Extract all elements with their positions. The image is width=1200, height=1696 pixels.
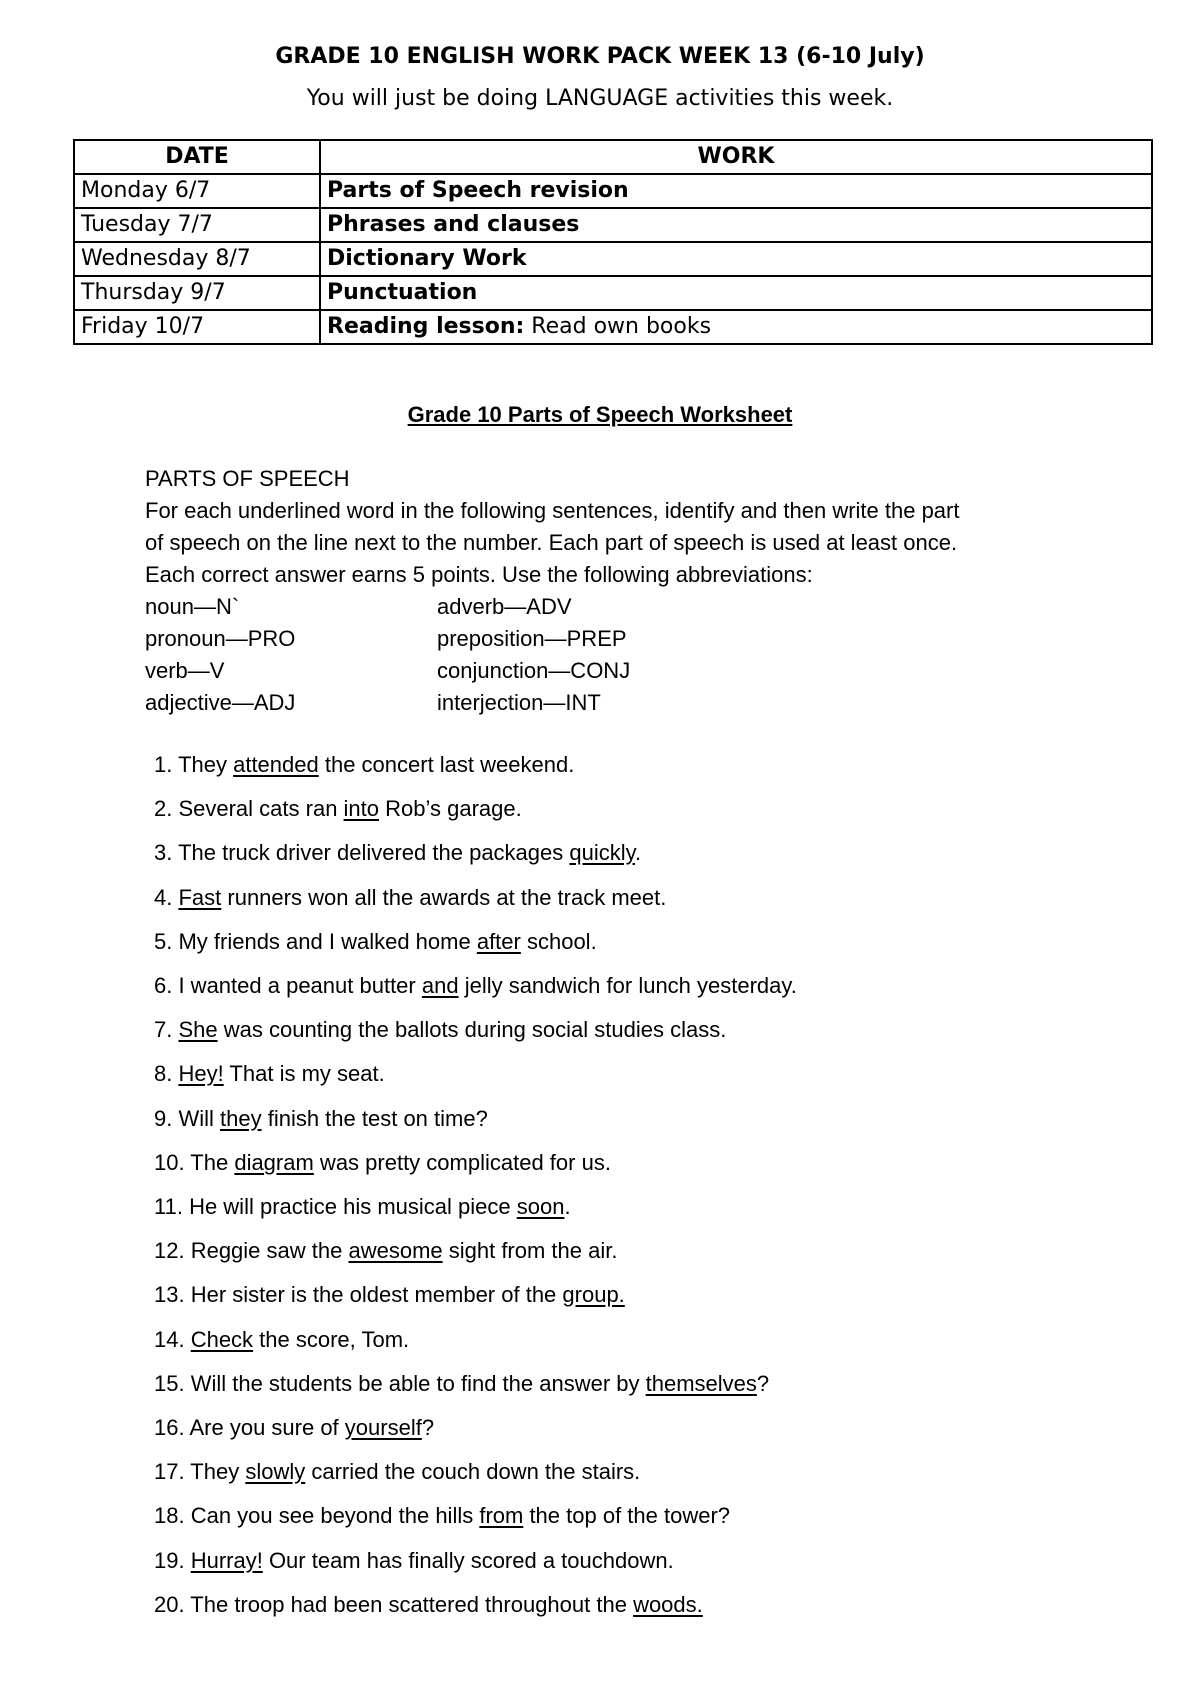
question-item — [154, 1017, 726, 1043]
work-cell — [320, 310, 1152, 344]
question-text: was counting the ballots during social studies class. — [217, 1017, 727, 1042]
table-row — [74, 310, 1152, 344]
page-subtitle: You will just be doing LANGUAGE activities this week. — [306, 86, 894, 111]
instruction-line: Each correct answer earns 5 points. Use the following abbreviations: — [145, 562, 813, 587]
question-item — [154, 885, 666, 911]
question-text: the top of the tower? — [523, 1503, 731, 1528]
question-item — [154, 1371, 769, 1397]
underlined-word: quickly — [569, 840, 635, 865]
question-text: That is my seat. — [223, 1061, 385, 1086]
work-cell — [320, 174, 1152, 208]
abbreviation-adjective: adjective—ADJ — [145, 690, 296, 715]
question-item — [154, 973, 797, 999]
question-text: 6. I wanted a peanut butter — [154, 973, 422, 998]
question-text: . — [564, 1194, 571, 1219]
question-item — [154, 1459, 640, 1485]
question-text: runners won all the awards at the track meet. — [221, 885, 667, 910]
question-item — [154, 1194, 571, 1220]
question-text: ? — [756, 1371, 770, 1396]
underlined-word: diagram — [234, 1150, 314, 1175]
abbreviation-interjection: interjection—INT — [437, 690, 601, 715]
question-item — [154, 1282, 625, 1308]
question-text: carried the couch down the stairs. — [305, 1459, 641, 1484]
work-label: Reading lesson: — [327, 314, 525, 339]
question-text: 4. — [154, 885, 179, 910]
question-item — [154, 1061, 385, 1087]
question-text: 9. Will — [154, 1106, 220, 1131]
question-text: 20. The troop had been scattered throughout the — [154, 1592, 634, 1617]
work-label: Dictionary Work — [327, 246, 527, 271]
abbreviation-adverb: adverb—ADV — [437, 594, 572, 619]
question-text: 2. Several cats ran — [154, 796, 344, 821]
question-text: 3. The truck driver delivered the packages — [154, 840, 570, 865]
question-item — [154, 1150, 611, 1176]
section-heading: PARTS OF SPEECH — [145, 466, 350, 491]
question-text: Rob’s garage. — [379, 796, 522, 821]
work-label: Parts of Speech revision — [327, 178, 629, 203]
question-item — [154, 1503, 730, 1529]
question-text: ? — [421, 1415, 435, 1440]
question-text: 8. — [154, 1061, 179, 1086]
question-text: finish the test on time? — [261, 1106, 488, 1131]
question-text: 19. — [154, 1548, 191, 1573]
underlined-word: into — [343, 796, 380, 821]
underlined-word: woods. — [633, 1592, 703, 1617]
abbreviation-pronoun: pronoun—PRO — [145, 626, 296, 651]
question-text: 13. Her sister is the oldest member of the — [154, 1282, 563, 1307]
underlined-word: they — [220, 1106, 262, 1131]
question-text: 15. Will the students be able to find the answer by — [154, 1371, 646, 1396]
table-row — [74, 208, 1152, 242]
question-text: 18. Can you see beyond the hills — [154, 1503, 480, 1528]
question-text: school. — [520, 929, 597, 954]
abbreviation-noun: noun—N` — [145, 594, 240, 619]
work-cell — [320, 276, 1152, 310]
underlined-word: She — [178, 1017, 218, 1042]
work-cell — [320, 208, 1152, 242]
date-cell: Thursday 9/7 — [74, 276, 320, 310]
question-item — [154, 1327, 409, 1353]
instruction-line: For each underlined word in the following sentences, identify and then write the part — [145, 498, 960, 523]
worksheet-title: Grade 10 Parts of Speech Worksheet — [407, 402, 793, 427]
question-text: was pretty complicated for us. — [313, 1150, 611, 1175]
question-text: 12. Reggie saw the — [154, 1238, 349, 1263]
work-cell — [320, 242, 1152, 276]
question-item — [154, 1238, 617, 1264]
question-text: 7. — [154, 1017, 179, 1042]
underlined-word: soon — [516, 1194, 565, 1219]
question-text: sight from the air. — [442, 1238, 618, 1263]
underlined-word: Hurray! — [190, 1548, 263, 1573]
question-text: . — [635, 840, 642, 865]
date-cell: Tuesday 7/7 — [74, 208, 320, 242]
work-label: Punctuation — [327, 280, 478, 305]
abbreviation-preposition: preposition—PREP — [437, 626, 627, 651]
table-row — [74, 276, 1152, 310]
underlined-word: from — [479, 1503, 524, 1528]
table-row — [74, 174, 1152, 208]
underlined-word: attended — [233, 752, 319, 777]
question-text: 11. He will practice his musical piece — [154, 1194, 517, 1219]
underlined-word: Fast — [178, 885, 222, 910]
question-item — [154, 1415, 434, 1441]
question-item — [154, 796, 522, 822]
question-text: 16. Are you sure of — [154, 1415, 345, 1440]
question-item — [154, 840, 641, 866]
underlined-word: Hey! — [178, 1061, 224, 1086]
question-text: jelly sandwich for lunch yesterday. — [458, 973, 797, 998]
instruction-line: of speech on the line next to the number. Each part of speech is used at least once. — [145, 530, 958, 555]
work-detail: Read own books — [524, 314, 712, 339]
work-label: Phrases and clauses — [327, 212, 580, 237]
date-cell: Wednesday 8/7 — [74, 242, 320, 276]
underlined-word: themselves — [645, 1371, 757, 1396]
underlined-word: after — [476, 929, 521, 954]
date-cell: Monday 6/7 — [74, 174, 320, 208]
question-text: 17. They — [154, 1459, 246, 1484]
date-cell: Friday 10/7 — [74, 310, 320, 344]
page-title: GRADE 10 ENGLISH WORK PACK WEEK 13 (6-10 July) — [275, 44, 925, 69]
question-text: 1. They — [154, 752, 234, 777]
underlined-word: awesome — [348, 1238, 443, 1263]
question-text: 14. — [154, 1327, 191, 1352]
question-text: 5. My friends and I walked home — [154, 929, 477, 954]
schedule-table — [73, 139, 1153, 345]
underlined-word: and — [421, 973, 459, 998]
question-item — [154, 1592, 703, 1618]
column-header-work: WORK — [320, 140, 1152, 174]
underlined-word: slowly — [245, 1459, 306, 1484]
column-header-date: DATE — [74, 140, 320, 174]
question-item — [154, 929, 597, 955]
question-text: Our team has finally scored a touchdown. — [262, 1548, 674, 1573]
underlined-word: yourself — [344, 1415, 422, 1440]
abbreviation-verb: verb—V — [145, 658, 225, 683]
abbreviation-conjunction: conjunction—CONJ — [437, 658, 631, 683]
question-text: the score, Tom. — [253, 1327, 410, 1352]
question-item — [154, 1548, 674, 1574]
question-item — [154, 1106, 488, 1132]
schedule-header-row — [74, 140, 1152, 174]
underlined-word: group. — [562, 1282, 625, 1307]
question-text: 10. The — [154, 1150, 235, 1175]
question-text: the concert last weekend. — [318, 752, 575, 777]
underlined-word: Check — [190, 1327, 254, 1352]
question-item — [154, 752, 574, 778]
table-row — [74, 242, 1152, 276]
